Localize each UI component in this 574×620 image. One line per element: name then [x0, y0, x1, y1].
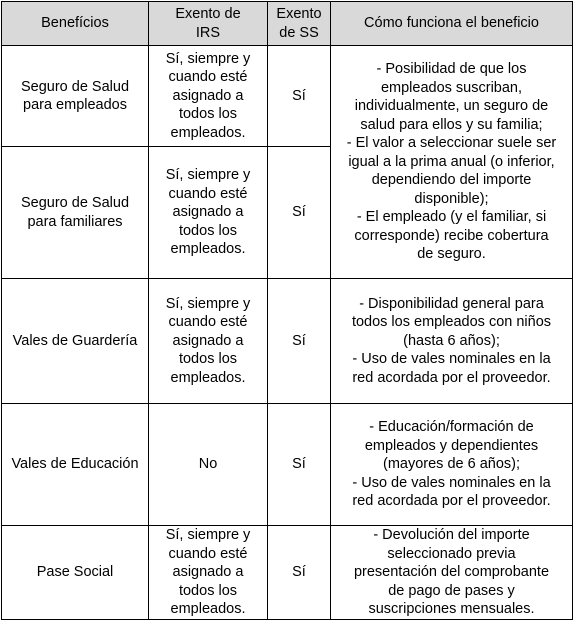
ss-exempt-value: Sí	[268, 526, 331, 620]
benefit-name: Vales de Guardería	[2, 279, 149, 404]
header-row	[2, 2, 573, 46]
ss-exempt-value: Sí	[268, 147, 331, 279]
table-row	[2, 526, 573, 620]
benefit-name: Pase Social	[2, 526, 149, 620]
benefit-description: - Disponibilidad general para todos los empleados con niños (hasta 6 años); - Uso de vales nominales en la red acordada por el proveedor.	[331, 279, 573, 404]
header-benefits: Benefícios	[2, 2, 149, 46]
benefit-name: Seguro de Salud para empleados	[2, 46, 149, 147]
ss-exempt-value: Sí	[268, 279, 331, 404]
table-row	[2, 404, 573, 526]
benefits-table	[1, 1, 573, 620]
ss-exempt-value: Sí	[268, 46, 331, 147]
header-ss-exempt: Exento de SS	[268, 2, 331, 46]
irs-exempt-value: Sí, siempre y cuando esté asignado a todos los empleados.	[149, 279, 268, 404]
benefit-name: Seguro de Salud para familiares	[2, 147, 149, 279]
ss-exempt-value: Sí	[268, 404, 331, 526]
table-body	[2, 46, 573, 620]
benefit-description: - Devolución del importe seleccionado previa presentación del comprobante de pago de pases y suscripciones mensuales.	[331, 526, 573, 620]
irs-exempt-value: Sí, siempre y cuando esté asignado a todos los empleados.	[149, 147, 268, 279]
benefit-description: - Posibilidad de que los empleados suscriban, individualmente, un seguro de salud para ellos y su familia; - El valor a seleccionar suele ser igual a la prima anual (o inferior, dependiendo del importe disponible); - El empleado (y el familiar, si corresponde) recibe cobertura de seguro.	[331, 46, 573, 279]
irs-exempt-value: Sí, siempre y cuando esté asignado a todos los empleados.	[149, 526, 268, 620]
table-row	[2, 46, 573, 147]
header-how-it-works: Cómo funciona el beneficio	[331, 2, 573, 46]
table-row	[2, 279, 573, 404]
header-irs-exempt: Exento de IRS	[149, 2, 268, 46]
irs-exempt-value: No	[149, 404, 268, 526]
benefit-description: - Educación/formación de empleados y dependientes (mayores de 6 años); - Uso de vales nominales en la red acordada por el proveedor.	[331, 404, 573, 526]
table-header	[2, 2, 573, 46]
irs-exempt-value: Sí, siempre y cuando esté asignado a todos los empleados.	[149, 46, 268, 147]
benefit-name: Vales de Educación	[2, 404, 149, 526]
